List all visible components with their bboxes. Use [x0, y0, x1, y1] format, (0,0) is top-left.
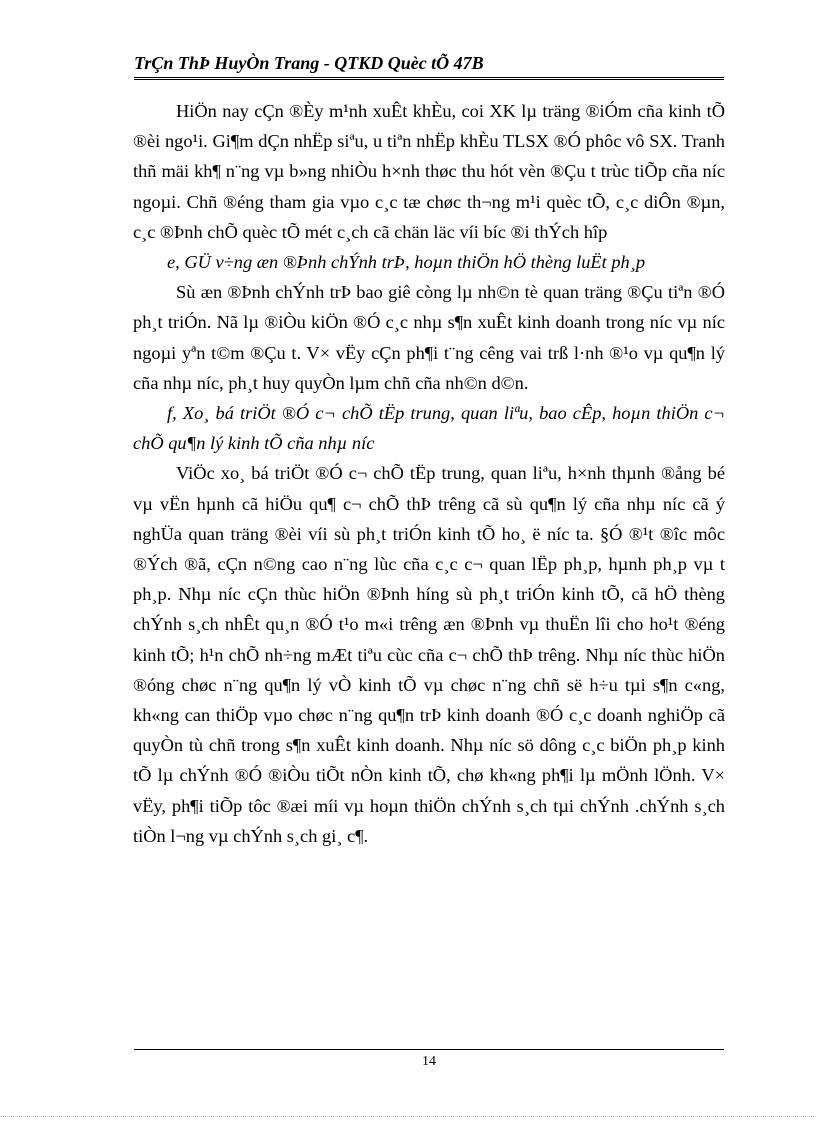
- section-heading-f: f, Xo¸ bá triÖt ®Ó c¬ chÕ tËp trung, quan liªu, bao cÊp, hoµn thiÖn c¬ chÕ qu¶n lý kinh tÕ cña nhµ níc: [133, 403, 725, 454]
- page-number: 14: [422, 1054, 436, 1069]
- paragraph-economic-management: ViÖc xo¸ bá triÖt ®Ó c¬ chÕ tËp trung, quan liªu, h×nh thµnh ®ång bé vµ vËn hµnh cã hiÖu qu¶ c¬ chÕ thÞ trêng cã sù qu¶n lý cña nhµ níc cã ý nghÜa quan träng ®èi víi sù ph¸t triÓn kinh tÕ ho¸ ë níc ta. §Ó ®¹t ®îc môc ®Ých ®ã, cÇn n©ng cao n¨ng lùc cña c¸c c¬ quan lËp ph¸p, hµnh ph¸p vµ t ph¸p. Nhµ níc cÇn thùc hiÖn ®Þnh híng sù ph¸t triÓn kinh tÕ, cã hÖ thèng chÝnh s¸ch nhÊt qu¸n ®Ó t¹o m«i trêng æn ®Þnh vµ thuËn lîi cho ho¹t ®éng kinh tÕ; h¹n chÕ nh÷ng mÆt tiªu cùc cña c¬ chÕ thÞ trêng. Nhµ níc thùc hiÖn ®óng chøc n¨ng qu¶n lý vÒ kinh tÕ vµ chøc n¨ng chñ së h÷u tµi s¶n c«ng, kh«ng can thiÖp vµo chøc n¨ng qu¶n trÞ kinh doanh ®Ó c¸c doanh nghiÖp cã quyÒn tù chñ trong s¶n xuÊt kinh doanh. Nhµ níc sö dông c¸c biÖn ph¸p kinh tÕ lµ chÝnh ®Ó ®iÒu tiÕt nÒn kinh tÕ, chø kh«ng ph¶i lµ mÖnh lÖnh. V× vËy, ph¶i tiÕp tôc ®æi míi vµ hoµn thiÖn chÝnh s¸ch tµi chÝnh .chÝnh s¸ch tiÒn l¬ng vµ chÝnh s¸ch gi¸ c¶.: [133, 463, 725, 846]
- paragraph-export-policy: HiÖn nay cÇn ®Èy m¹nh xuÊt khÈu, coi XK lµ träng ®iÓm cña kinh tÕ ®èi ngo¹i. Gi¶m dÇn nhËp siªu, u tiªn nhËp khÈu TLSX ®Ó phôc vô SX. Tranh thñ mäi kh¶ n¨ng vµ b»ng nhiÒu h×nh thøc thu hót vèn ®Çu t trùc tiÕp cña níc ngoµi. Chñ ®éng tham gia vµo c¸c tæ chøc th¬ng m¹i quèc tÕ, c¸c diÔn ®µn, c¸c ®Þnh chÕ quèc tÕ mét c¸ch cã chän läc víi bíc ®i thÝch hîp: [133, 101, 725, 242]
- body-text: [133, 96, 725, 851]
- running-header: TrÇn ThÞ HuyÒn Trang - QTKD Quèc tÕ 47B: [134, 53, 484, 73]
- section-heading-e: e, GÜ v÷ng æn ®Þnh chÝnh trÞ, hoµn thiÖn hÖ thèng luËt ph¸p: [167, 252, 646, 273]
- page-edge-divider: [0, 1116, 816, 1117]
- header-rule: [134, 77, 724, 80]
- paragraph-political-stability: Sù æn ®Þnh chÝnh trÞ bao giê còng lµ nh©n tè quan träng ®Çu tiªn ®Ó ph¸t triÓn. Nã lµ ®iÒu kiÖn ®Ó c¸c nhµ s¶n xuÊt kinh doanh trong níc vµ níc ngoµi yªn t©m ®Çu t. V× vËy cÇn ph¶i t¨ng cêng vai trß l·nh ®¹o vµ qu¶n lý cña nhµ níc, ph¸t huy quyÒn lµm chñ cña nh©n d©n.: [133, 282, 725, 393]
- footer-rule: [134, 1049, 724, 1050]
